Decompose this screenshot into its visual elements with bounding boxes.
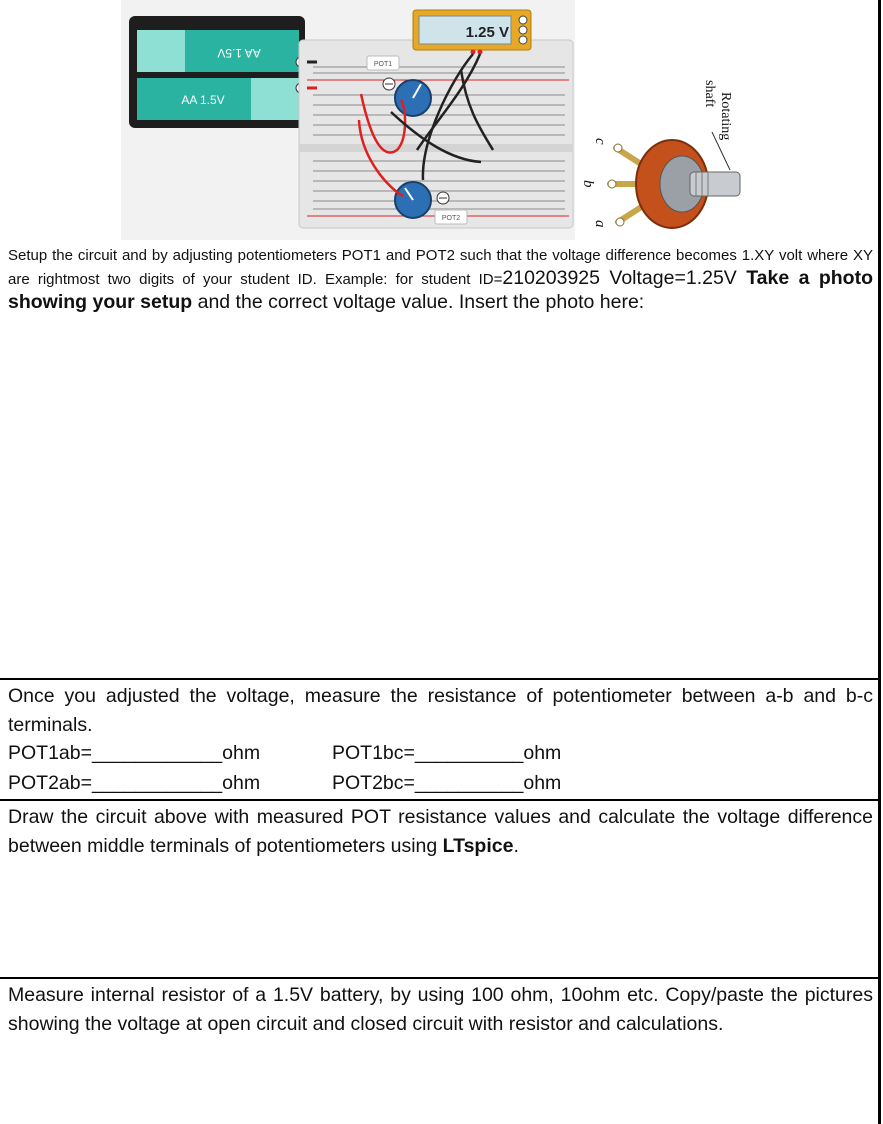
photo-instruction-bold: Take a photo showing your setup [8,267,873,313]
section4-paragraph: Measure internal resistor of a 1.5V battery, by using 100 ohm, 10ohm etc. Copy/paste the pictures showing the voltage at open circuit and closed circuit with resistor and calculations. [8,984,873,1035]
terminal-c-label: c [592,138,608,145]
pot2ab-field: POT2ab=____________ohm [8,772,261,794]
divider-3 [0,977,880,979]
ltspice-bold: LTspice [442,834,514,857]
pot1bc-field: POT1bc=__________ohm [332,742,562,764]
pot2-label: POT2 [441,215,461,222]
photo-instruction-tail: and the correct voltage value. Insert the photo here: [192,291,645,313]
section3-paragraph [8,803,873,860]
pot-shaft [690,172,740,196]
terminal-b-label: b [580,180,596,188]
section3-end: . [513,834,519,857]
shaft-label-1: Rotating [718,92,733,141]
pot1-label: POT1 [373,61,393,68]
student-id-example: 210203925 [502,267,600,289]
section1-instructions: Setup the circuit and by adjusting potentiometers POT1 and POT2 such that the voltage difference becomes 1.XY volt where XY are rightmost two digits of your student ID. Example: for student [8,247,873,288]
terminal-a-label: a [592,220,608,228]
id-prefix: ID= [478,271,503,288]
divider-2 [0,799,880,801]
meter-reading: 1.25 V [465,24,509,41]
section1-paragraph [8,245,873,315]
voltage-example: Voltage=1.25V [600,267,747,289]
page-right-border [878,0,881,1124]
section2-intro: Once you adjusted the voltage, measure the resistance of potentiometer between a-b and b-c terminals. [8,685,873,736]
divider-1 [0,678,880,680]
circuit-figure [121,0,575,240]
pot2bc-field: POT2bc=__________ohm [332,772,562,794]
battery-top-label: AA 1.5V [217,46,261,60]
pot1ab-field: POT1ab=____________ohm [8,742,261,764]
potentiometer-photo [582,62,762,240]
shaft-label-2: shaft [702,80,717,108]
section3-text: Draw the circuit above with measured POT resistance values and calculate the voltage difference between middle terminals of potentiometers using [8,806,873,857]
battery-bottom-label: AA 1.5V [181,93,225,107]
